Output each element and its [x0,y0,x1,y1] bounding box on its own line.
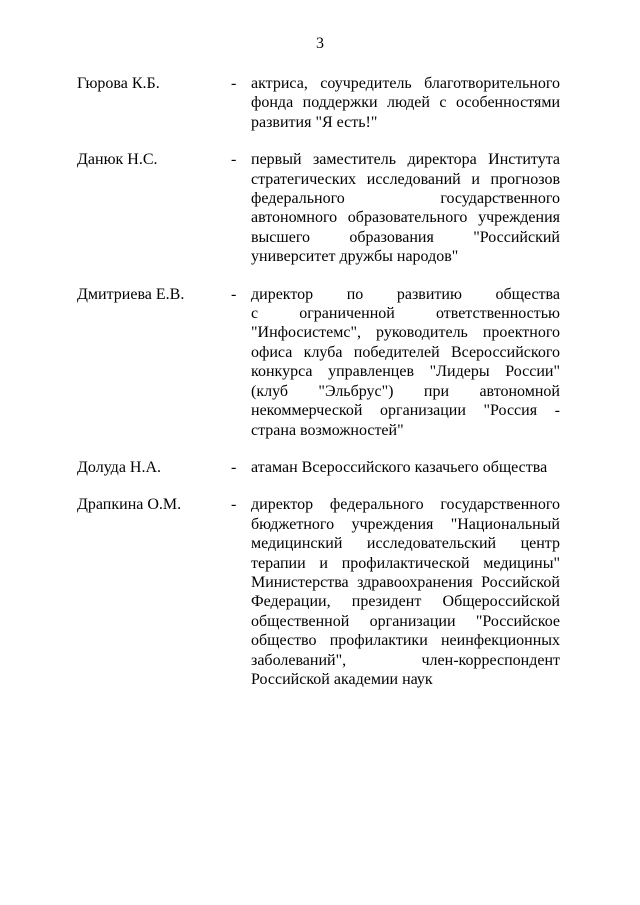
entry-name: Данюк Н.С. [77,151,158,169]
description-line: высшего образования "Российский [251,228,560,246]
entry-description [251,458,560,477]
entry-dash: - [231,496,237,514]
entry-dash: - [231,75,237,92]
description-line: с ограниченной ответственностью [251,305,560,323]
description-line: страна возможностей" [251,421,404,439]
description-line: атаман Всероссийского казачьего общества [251,458,548,476]
description-line: Российской академии наук [251,670,433,688]
description-line: общество профилактики неинфекционных [251,632,560,650]
description-line: актриса, соучредитель благотворительного [251,75,560,92]
description-line: первый заместитель директора Института [251,151,560,169]
description-line: конкурса управленцев "Лидеры России" [251,363,560,381]
description-line: фонда поддержки людей с особенностями [251,94,560,112]
description-line: общественной организации "Российское [251,612,560,630]
entry-name: Гюрова К.Б. [77,75,160,92]
description-line: Министерства здравоохранения Российской [251,573,560,591]
description-line: офиса клуба победителей Всероссийского [251,343,560,361]
description-line: университет дружбы народов" [251,248,459,266]
description-line: федерального государственного [251,190,560,208]
entry-dash: - [231,458,237,476]
description-line: развития "Я есть!" [251,113,378,131]
entry-list [0,74,640,707]
description-line: некоммерческой организации "Россия - [251,402,560,420]
entry-item [0,150,640,266]
entry-item [0,495,640,689]
entry-description [251,150,560,266]
description-line: (клуб "Эльбрус") при автономной [251,382,560,400]
entry-dash: - [231,285,237,303]
description-line: заболеваний", член-корреспондент [251,651,560,669]
description-line: бюджетного учреждения "Национальный [251,515,560,533]
description-line: автономного образовательного учреждения [251,209,560,227]
description-line: директор по развитию общества [251,285,560,303]
page-number: 3 [316,35,324,52]
entry-item [0,285,640,440]
entry-name: Дмитриева Е.В. [77,285,185,303]
entry-item [0,458,640,477]
description-line: директор федерального государственного [251,496,560,514]
entry-name: Долуда Н.А. [77,458,162,476]
entry-description [251,74,560,132]
description-line: Федерации, президент Общероссийской [251,593,560,611]
entry-dash: - [231,151,237,169]
description-line: "Инфосистемс", руководитель проектного [251,324,560,342]
description-line: терапии и профилактической медицины" [251,554,560,572]
entry-item [0,74,640,132]
entry-description [251,285,560,440]
entry-description [251,495,560,689]
description-line: медицинский исследовательский центр [251,535,560,553]
description-line: стратегических исследований и прогнозов [251,170,560,188]
entry-name: Драпкина О.М. [77,496,182,514]
